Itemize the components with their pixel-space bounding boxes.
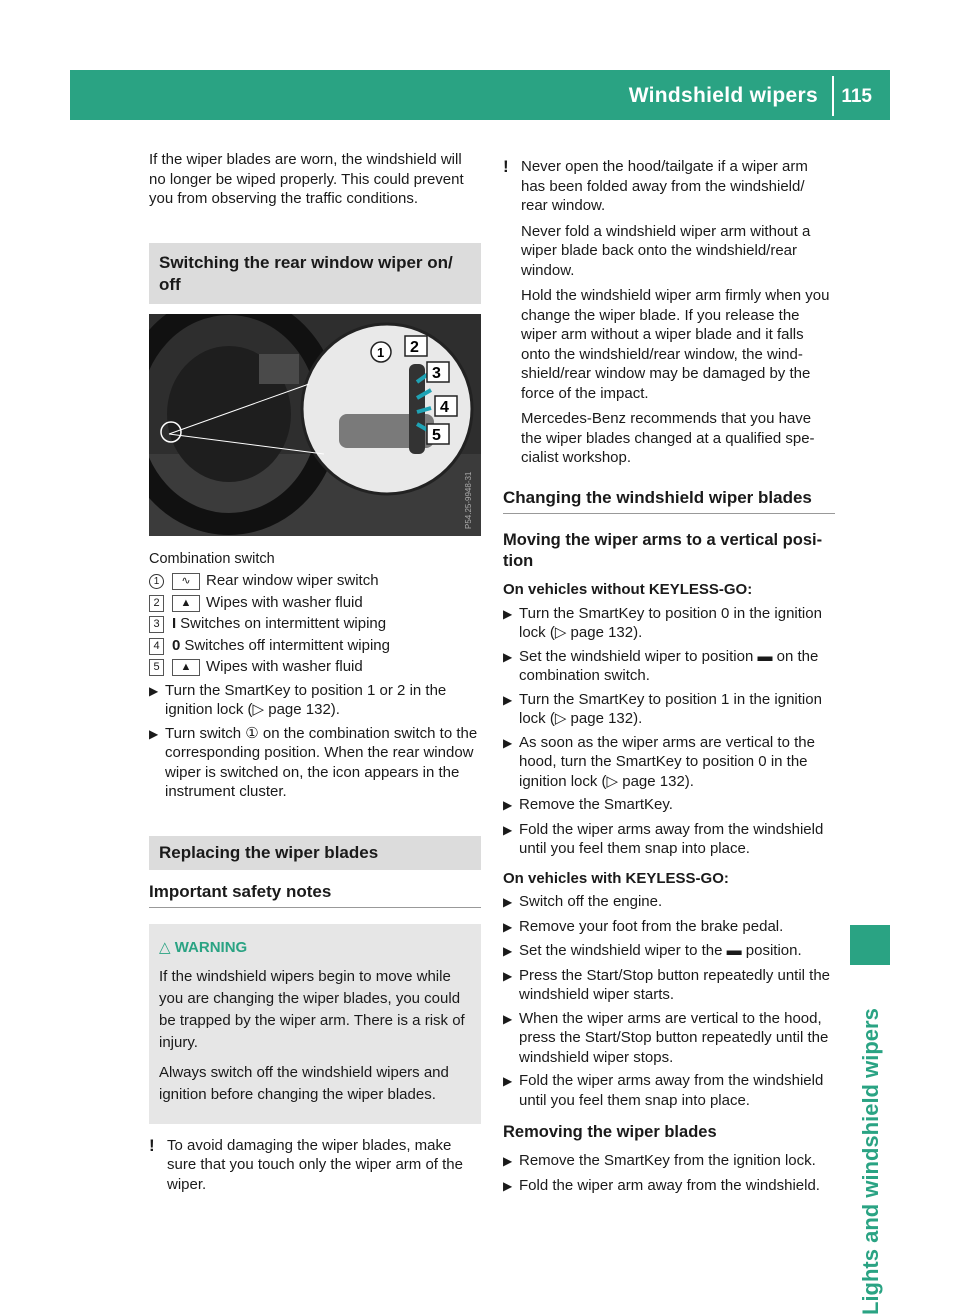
instruction-step — [149, 724, 481, 802]
page-number: 115 — [841, 86, 872, 107]
notice-text: Never open the hood/tailgate if a wiper arm has been folded away from the windshield/ rear window. — [521, 158, 808, 214]
step-arrow-icon: ▶ — [503, 735, 513, 750]
instruction-step — [503, 966, 835, 1005]
step-text: Turn the SmartKey to position 1 or 2 in the ignition lock (▷ page 132). — [165, 681, 447, 718]
step-arrow-icon: ▶ — [503, 1154, 513, 1168]
page-header-title: Windshield wipers — [628, 84, 818, 107]
photo-label-2: 2 — [410, 338, 419, 356]
warning-triangle-icon: △ — [159, 939, 171, 956]
step-arrow-icon: ▶ — [503, 968, 513, 983]
legend-item — [149, 571, 481, 591]
washer-fluid-icon: ▲ — [172, 659, 200, 676]
step-text: Turn switch ① on the combination switch to the corresponding position. When the rear window wiper is switched on, the icon appears in the instrument cluster. — [165, 724, 478, 800]
legend-item — [149, 636, 481, 656]
legend-text: Switches on intermittent wiping — [180, 615, 387, 632]
step-text: As soon as the wiper arms are vertical to the hood, turn the SmartKey to position 0 in the ignition lock (▷ page 132). — [519, 733, 815, 790]
warning-text: Always switch off the windshield wipers and ignition before changing the wiper blades. — [159, 1063, 449, 1103]
chapter-label: Lights and windshield wipers — [858, 1008, 883, 1315]
section-rear-wiper-title: Switching the rear window wiper on/ off — [159, 252, 453, 294]
header-separator — [832, 76, 834, 116]
step-text: When the wiper arms are vertical to the hood, press the Start/Stop button repeatedly until the windshield wiper stops. — [519, 1009, 829, 1066]
step-text: Fold the wiper arms away from the windshield until you feel them snap into place. — [519, 1072, 824, 1109]
with-keyless-label: On vehicles with KEYLESS-GO: — [503, 869, 729, 887]
section-replacing-title: Replacing the wiper blades — [159, 842, 379, 862]
instruction-step — [503, 733, 835, 792]
photo-label-5: 5 — [432, 426, 441, 444]
warning-text: If the windshield wipers begin to move while you are changing the wiper blades, you could be trapped by the wiper arm. There is a risk of injury. — [159, 967, 465, 1051]
photo-caption: Combination switch — [149, 550, 275, 567]
instruction-step — [503, 1071, 835, 1110]
chapter-label-wrap — [850, 975, 890, 1315]
chapter-marker — [850, 925, 890, 965]
instruction-step — [149, 681, 481, 720]
legend-position: I — [172, 615, 177, 632]
step-text: Remove the SmartKey from the ignition lock. — [519, 1152, 816, 1169]
step-arrow-icon: ▶ — [149, 726, 159, 741]
step-arrow-icon: ▶ — [503, 1178, 513, 1193]
step-arrow-icon: ▶ — [149, 683, 159, 698]
notice-block — [149, 1136, 481, 1201]
removing-blades-heading: Removing the wiper blades — [503, 1123, 717, 1141]
legend-number: 5 — [149, 659, 164, 676]
legend-list — [149, 571, 481, 677]
step-arrow-icon: ▶ — [503, 944, 513, 958]
instruction-step — [503, 690, 835, 729]
step-arrow-icon: ▶ — [503, 895, 513, 909]
section-replacing-heading — [149, 836, 481, 870]
instruction-step — [503, 604, 835, 643]
legend-text: Wipes with washer fluid — [206, 658, 363, 675]
notice-exclamation-icon: ! — [149, 1135, 155, 1155]
instruction-step — [503, 820, 835, 859]
changing-blades-heading: Changing the windshield wiper blades — [503, 488, 835, 515]
legend-position: 0 — [172, 636, 181, 654]
instruction-step — [503, 892, 835, 913]
washer-fluid-icon: ▲ — [172, 595, 200, 612]
notice-text: Never fold a windshield wiper arm without a wiper blade back onto the windshield/rear window. — [521, 222, 811, 279]
instruction-step — [503, 1176, 835, 1197]
legend-text: Rear window wiper switch — [206, 572, 379, 589]
step-text: Remove your foot from the brake pedal. — [519, 917, 784, 935]
step-text: Press the Start/Stop button repeatedly until the windshield wiper starts. — [519, 966, 831, 1003]
combination-switch-photo — [149, 314, 481, 536]
photo-label-4: 4 — [440, 398, 449, 416]
step-text: Switch off the engine. — [519, 893, 663, 910]
notice-text: Mercedes-Benz recommends that you have the wiper blades changed at a qualified spe- cialist workshop. — [521, 410, 815, 466]
without-keyless-label: On vehicles without KEYLESS-GO: — [503, 581, 753, 598]
notice-text: Hold the windshield wiper arm firmly when you change the wiper blade. If you release the wiper arm without a wiper blade and it falls onto the windshield/rear window, the wind- shield/rear window may be damaged by the force of the impact. — [521, 287, 830, 402]
step-arrow-icon: ▶ — [503, 1074, 513, 1088]
warning-title: WARNING — [174, 939, 248, 956]
notice-exclamation-icon: ! — [503, 157, 509, 176]
photo-label-3: 3 — [432, 364, 441, 382]
instruction-step — [503, 941, 835, 962]
step-text: Fold the wiper arm away from the windshield. — [519, 1176, 820, 1194]
instruction-step — [503, 1151, 835, 1172]
section-rear-wiper-heading — [149, 243, 481, 304]
moving-arms-heading: Moving the wiper arms to a vertical posi- tion — [503, 531, 823, 570]
legend-number: 4 — [149, 638, 164, 655]
instruction-step — [503, 795, 835, 816]
step-arrow-icon: ▶ — [503, 919, 513, 934]
notice-block — [503, 157, 835, 474]
photo-label-1: 1 — [377, 344, 385, 360]
step-arrow-icon: ▶ — [503, 649, 513, 664]
legend-text: Wipes with washer fluid — [206, 593, 363, 611]
instruction-step — [503, 1009, 835, 1068]
step-arrow-icon: ▶ — [503, 606, 513, 621]
step-text: Fold the wiper arms away from the windshield until you feel them snap into place. — [519, 820, 824, 857]
step-text: Set the windshield wiper to position ▬ on the combination switch. — [519, 647, 819, 684]
rear-wiper-icon: ∿ — [172, 573, 200, 590]
warning-heading — [159, 938, 471, 958]
step-arrow-icon: ▶ — [503, 798, 513, 812]
left-column — [149, 150, 481, 1200]
legend-number: 3 — [149, 616, 164, 633]
instruction-step — [503, 917, 835, 938]
page-header — [70, 70, 890, 120]
side-chapter-tab — [850, 125, 890, 1315]
step-text: Turn the SmartKey to position 1 in the ignition lock (▷ page 132). — [519, 690, 822, 727]
safety-notes-heading: Important safety notes — [149, 882, 481, 909]
legend-item — [149, 593, 481, 613]
warning-box — [149, 924, 481, 1124]
legend-item — [149, 657, 481, 677]
photo-code: P54.25-9948-31 — [464, 471, 473, 529]
step-text: Remove the SmartKey. — [519, 796, 673, 813]
steering-wheel-illustration — [149, 314, 481, 536]
step-arrow-icon: ▶ — [503, 1011, 513, 1026]
step-arrow-icon: ▶ — [503, 822, 513, 837]
step-text: Turn the SmartKey to position 0 in the ignition lock (▷ page 132). — [519, 604, 822, 641]
intro-text: If the wiper blades are worn, the windshield will no longer be wiped properly. This could prevent you from observing the traffic conditions. — [149, 151, 464, 207]
legend-text: Switches off intermittent wiping — [184, 636, 390, 654]
legend-number: 2 — [149, 595, 164, 612]
legend-number: 1 — [149, 574, 164, 589]
right-column — [503, 150, 835, 1200]
step-arrow-icon: ▶ — [503, 692, 513, 707]
step-text: Set the windshield wiper to the ▬ position. — [519, 942, 802, 959]
legend-item — [149, 614, 481, 634]
notice-text: To avoid damaging the wiper blades, make sure that you touch only the wiper arm of the wiper. — [167, 1136, 463, 1193]
instruction-step — [503, 647, 835, 686]
